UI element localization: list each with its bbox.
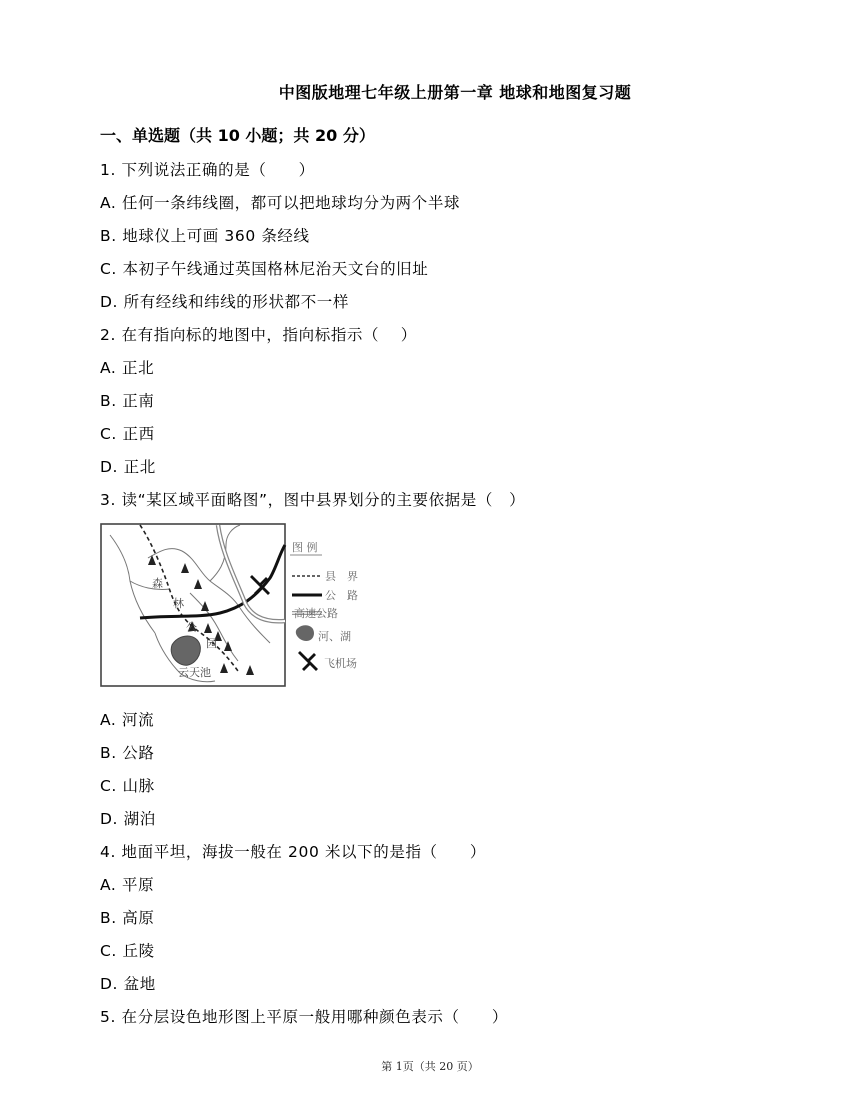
question-5-stem: 5. 在分层设色地形图上平原一般用哪种颜色表示（ ） xyxy=(100,1008,508,1026)
question-1-option-b: B. 地球仪上可画 360 条经线 xyxy=(100,227,310,245)
lake xyxy=(171,636,200,665)
question-4-stem: 4. 地面平坦，海拔一般在 200 米以下的是指（ ） xyxy=(100,843,486,861)
question-2-option-a: A. 正北 xyxy=(100,359,155,377)
question-4-option-a: A. 平原 xyxy=(100,876,155,894)
legend-road-label: 公 路 xyxy=(325,589,358,602)
label-lake: 云天池 xyxy=(178,666,211,679)
question-4-option-c: C. 丘陵 xyxy=(100,942,155,960)
question-1-stem: 1. 下列说法正确的是（ ） xyxy=(100,161,315,179)
question-2-option-c: C. 正西 xyxy=(100,425,155,443)
legend-county-label: 县 界 xyxy=(325,570,358,583)
label-park-2: 园 xyxy=(206,637,217,650)
question-1-option-d: D. 所有经线和纬线的形状都不一样 xyxy=(100,293,349,311)
legend-airplane-icon xyxy=(298,651,318,671)
question-2-option-d: D. 正北 xyxy=(100,458,156,476)
page-footer: 第 1页（共 20 页） xyxy=(381,1060,479,1073)
question-3-option-c: C. 山脉 xyxy=(100,777,155,795)
label-forest-2: 林 xyxy=(173,597,184,610)
question-3-option-a: A. 河流 xyxy=(100,711,155,729)
question-1-option-a: A. 任何一条纬线圈，都可以把地球均分为两个半球 xyxy=(100,194,461,212)
legend-airport-label: 飞机场 xyxy=(324,657,357,670)
document-title: 中图版地理七年级上册第一章 地球和地图复习题 xyxy=(278,83,632,102)
question-2-option-b: B. 正南 xyxy=(100,392,155,410)
question-3-stem: 3. 读“某区域平面略图”，图中县界划分的主要依据是（ ） xyxy=(100,491,526,509)
legend-title: 图 例 xyxy=(292,541,318,554)
question-2-stem: 2. 在有指向标的地图中，指向标指示（ ） xyxy=(100,326,417,344)
section-heading: 一、单选题（共 10 小题；共 20 分） xyxy=(100,126,375,145)
question-1-option-c: C. 本初子午线通过英国格林尼治天文台的旧址 xyxy=(100,260,429,278)
question-4-option-d: D. 盆地 xyxy=(100,975,156,993)
label-park-1: 公 xyxy=(186,621,197,634)
legend-lake-symbol xyxy=(296,625,314,641)
question-3-option-d: D. 湖泊 xyxy=(100,810,156,828)
question-3-option-b: B. 公路 xyxy=(100,744,155,762)
legend-lake-label: 河、湖 xyxy=(318,630,351,643)
question-4-option-b: B. 高原 xyxy=(100,909,155,927)
label-forest-1: 森 xyxy=(152,577,163,590)
region-sketch-map xyxy=(100,523,372,688)
legend-highway-label: 高速公路 xyxy=(294,607,338,620)
